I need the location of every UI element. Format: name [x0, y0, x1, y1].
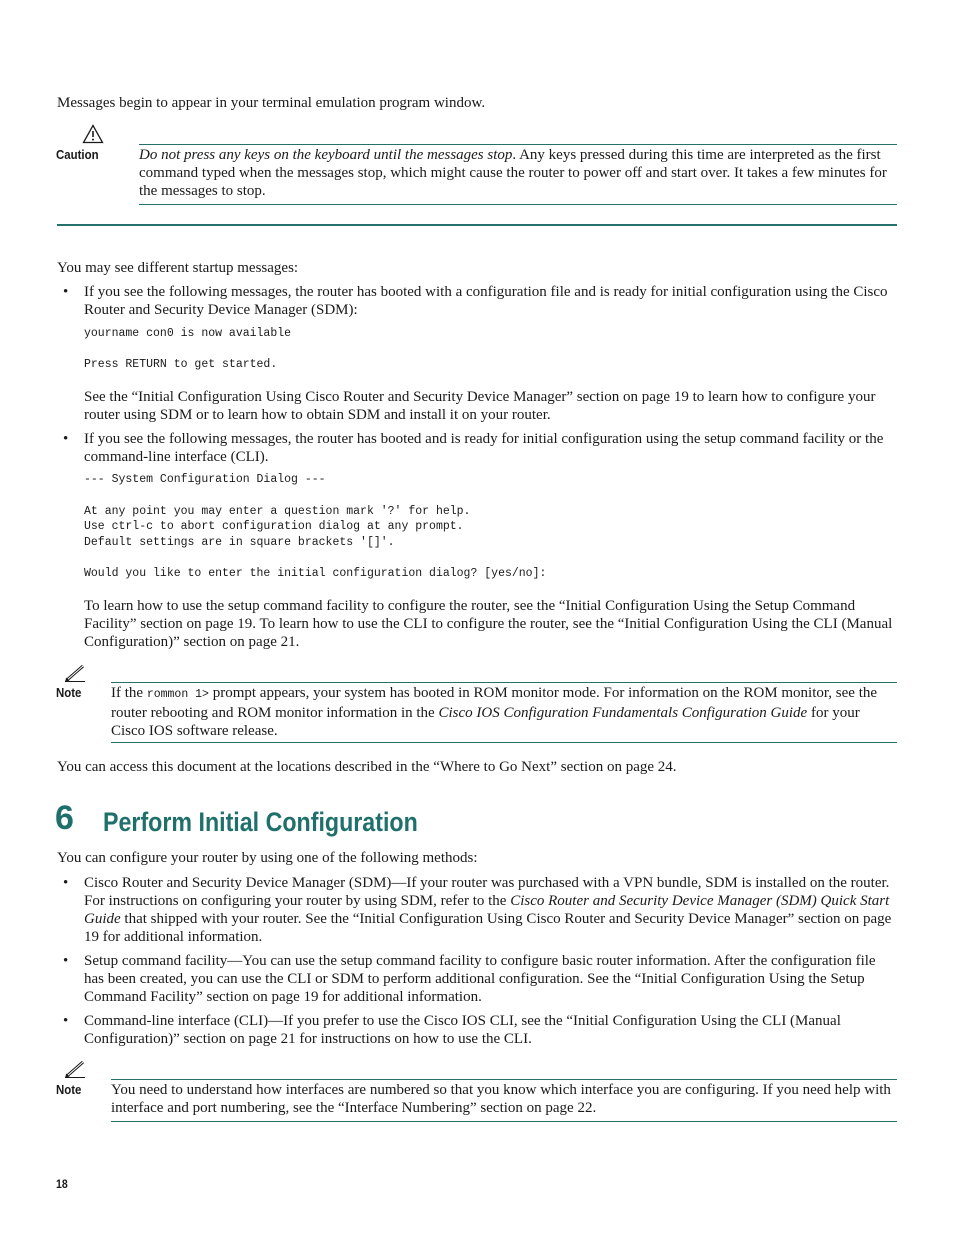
bullet2-after-text: To learn how to use the setup command facility to configure the router, see the “Initial Configuration Using the Setup Command Facility” section on page 19. To learn how to use the CLI to configure the router, see the “Initial Configuration Using the CLI (Manual Configuration)” section on page 21.	[84, 598, 893, 650]
access-paragraph: You can access this document at the locations described in the “Where to Go Next” section on page 24.	[57, 759, 677, 775]
methods-intro: You can configure your router by using one of the following methods:	[57, 850, 478, 866]
method2-text: Setup command facility—You can use the setup command facility to configure basic router information. After the configuration file has been created, you can use the CLI or SDM to perform additional configuration. See the “Initial Configuration Using the Setup Command Facility” section on page 19 for additional information.	[84, 953, 876, 1005]
section-title: Perform Initial Configuration	[103, 807, 418, 837]
note2-text: You need to understand how interfaces are numbered so that you know which interface you are configuring. If you need help with interface and port numbering, see the “Interface Numbering” section on page 22.	[111, 1082, 891, 1116]
method1-text	[84, 874, 896, 946]
note1-rommon-code: rommon 1>	[146, 688, 209, 701]
bullet2-code-line2: At any point you may enter a question mark '?' for help.	[84, 505, 471, 518]
note2-label: Note	[56, 1082, 82, 1097]
page-number: 18	[56, 1177, 68, 1191]
note1-mid: prompt appears, your system has booted in ROM monitor mode. For information on the ROM monitor, see the router rebooting and ROM monitor information in the	[111, 685, 878, 721]
bullet-dot: •	[63, 953, 69, 969]
bullet2-code-line1: --- System Configuration Dialog ---	[84, 473, 326, 486]
bullet1-code-line1: yourname con0 is now available	[84, 327, 292, 340]
caution-warning-icon	[82, 124, 104, 144]
startup-intro: You may see different startup messages:	[57, 260, 299, 276]
caution-text	[139, 146, 897, 200]
bullet2-text: If you see the following messages, the router has booted and is ready for initial configuration using the setup command facility or the command-line interface (CLI).	[84, 431, 884, 465]
note-pencil-icon	[64, 1058, 86, 1078]
note1-post: for your Cisco IOS software release.	[111, 705, 860, 739]
bullet-dot: •	[63, 875, 69, 891]
caution-italic-text: Do not press any keys on the keyboard until the messages stop	[139, 147, 513, 163]
bullet2-code-line5: Would you like to enter the initial configuration dialog? [yes/no]:	[84, 567, 547, 580]
caution-label: Caution	[56, 147, 99, 162]
caution-rest-text: . Any keys pressed during this time are interpreted as the first command typed when the messages stop, which might cause the router to power off and start over. It takes a few minutes for the messages to stop.	[139, 147, 887, 199]
method1-post: that shipped with your router. See the “Initial Configuration Using Cisco Router and Security Device Manager” section on page 19 for additional information.	[84, 911, 892, 945]
intro-paragraph: Messages begin to appear in your terminal emulation program window.	[57, 95, 486, 111]
note-pencil-icon	[64, 662, 86, 682]
method1-guide-title: Cisco Router and Security Device Manager (SDM) Quick Start Guide	[84, 893, 890, 927]
note1-label: Note	[56, 685, 82, 700]
caution-top-rule	[139, 144, 897, 145]
section-number: 6	[55, 799, 74, 837]
note1-top-rule	[111, 682, 897, 683]
note2-top-rule	[111, 1079, 897, 1080]
bullet-dot: •	[63, 431, 69, 447]
bullet-dot: •	[63, 1013, 69, 1029]
method3-text: Command-line interface (CLI)—If you prefer to use the Cisco IOS CLI, see the “Initial Configuration Using the CLI (Manual Configuration)” section on page 21 for instructions on how to use the CLI.	[84, 1013, 841, 1047]
bullet1-code-line2: Press RETURN to get started.	[84, 358, 278, 371]
note1-guide-title: Cisco IOS Configuration Fundamentals Configuration Guide	[438, 705, 808, 721]
note1-bottom-rule	[111, 742, 897, 743]
note1-pre: If the	[111, 685, 147, 701]
bullet2-code-line3: Use ctrl-c to abort configuration dialog at any prompt.	[84, 520, 464, 533]
bullet-dot: •	[63, 284, 69, 300]
caution-bottom-rule	[139, 204, 897, 205]
method1-pre: Cisco Router and Security Device Manager (SDM)—If your router was purchased with a VPN bundle, SDM is installed on the router. For instructions on configuring your router by using SDM, refer to the	[84, 875, 890, 909]
note1-text	[111, 684, 897, 740]
note2-bottom-rule	[111, 1121, 897, 1122]
bullet1-after-text: See the “Initial Configuration Using Cisco Router and Security Device Manager” section on page 19 to learn how to configure your router using SDM or to learn how to obtain SDM and install it on your router.	[84, 389, 876, 423]
bullet2-code-line4: Default settings are in square brackets '[]'.	[84, 536, 395, 549]
bullet1-text: If you see the following messages, the router has booted with a configuration file and is ready for initial configuration using the Cisco Router and Security Device Manager (SDM):	[84, 284, 888, 318]
caution-section-rule	[57, 224, 897, 226]
